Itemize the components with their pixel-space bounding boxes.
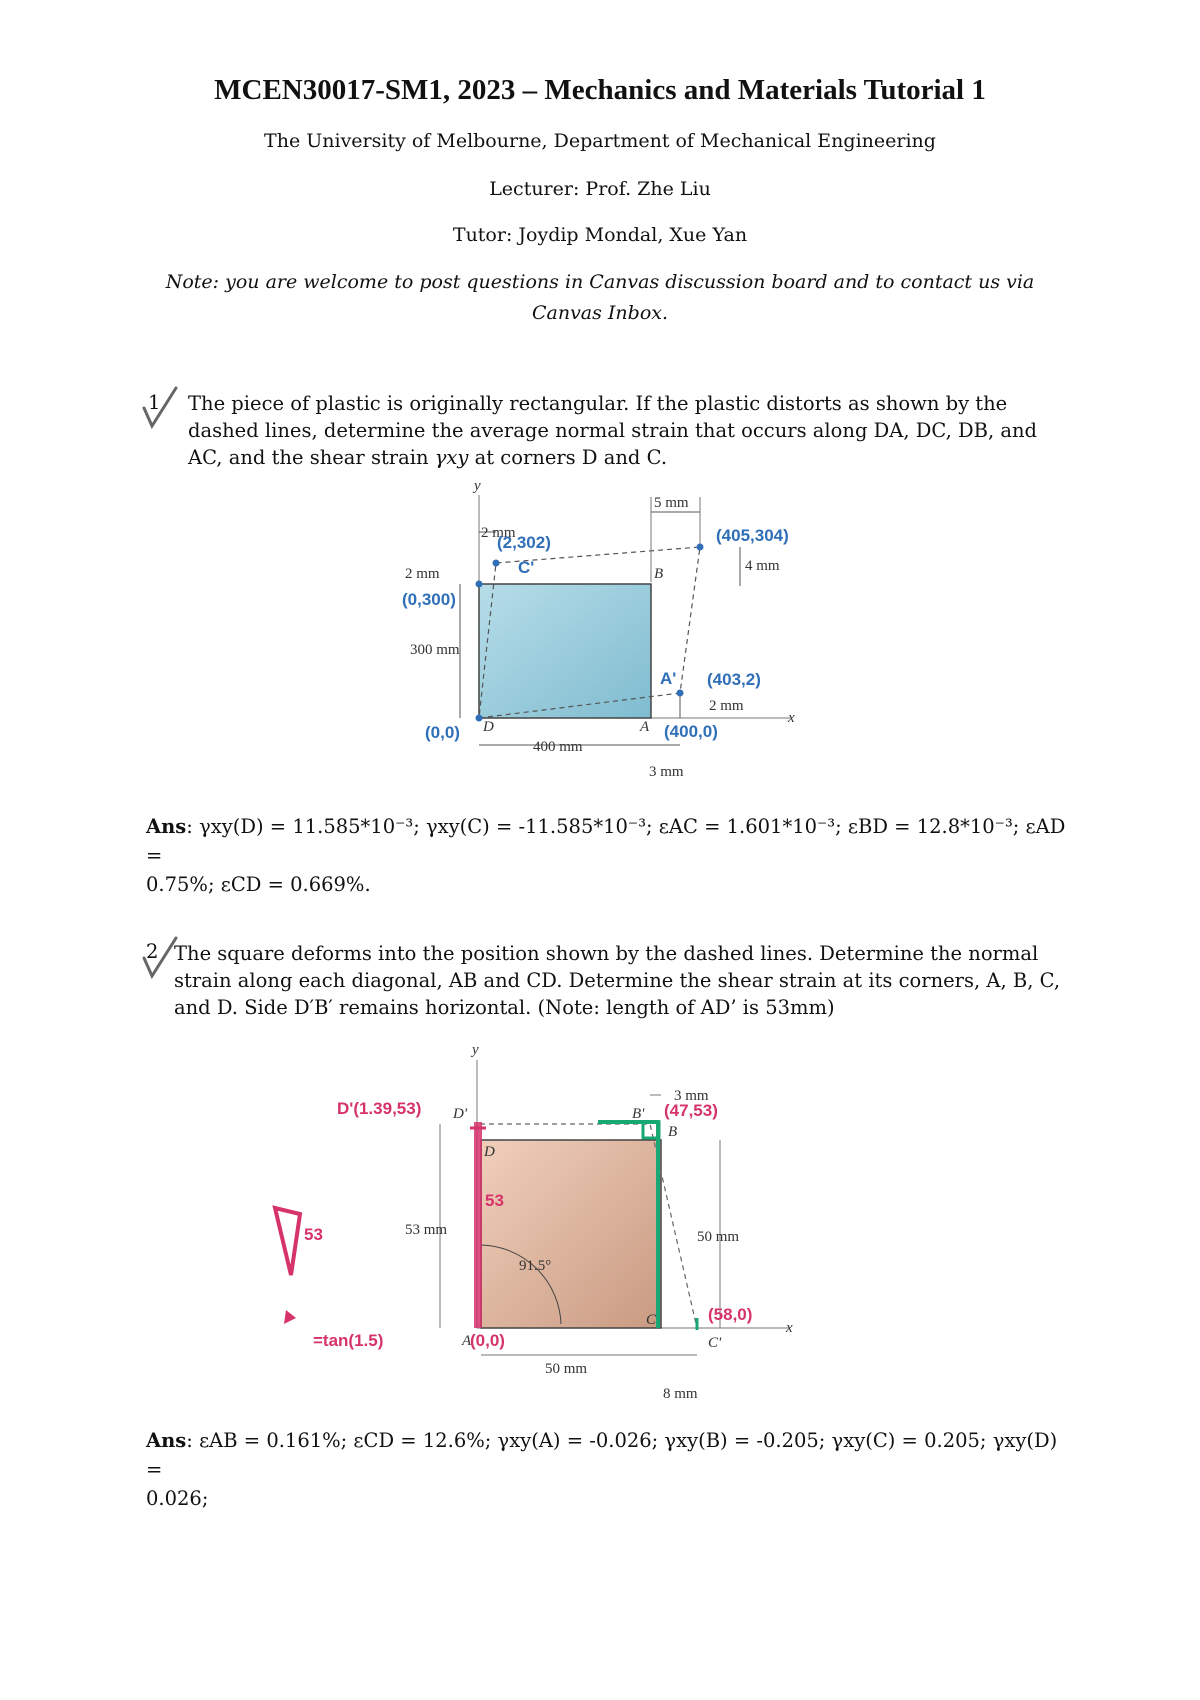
q2-hw-side-53: 53 [304, 1225, 323, 1244]
q1-hw-b-coord: (405,304) [716, 526, 789, 545]
q1-hw-c-coord: (2,302) [497, 533, 551, 552]
q2-angle: 91.5° [519, 1258, 552, 1274]
q2-label-a: A [462, 1333, 472, 1349]
tutor-line: Tutor: Joydip Mondal, Xue Yan [452, 224, 748, 246]
q2-label-c: C [646, 1312, 657, 1328]
q2-label-b: B [668, 1124, 678, 1140]
q2-hw-tan: =tan(1.5) [313, 1331, 384, 1350]
q1-text-line-2: dashed lines, determine the average normal strain that occurs along DA, DC, DB, and [188, 419, 1038, 442]
q1-text-line-3-post: at corners D and C. [468, 446, 668, 469]
q2-answer-line-2: 0.026; [146, 1487, 209, 1510]
q1-dim-5mm: 5 mm [654, 495, 689, 511]
note-line-1: Note: you are welcome to post questions in Canvas discussion board and to contact us via [165, 271, 1035, 293]
q2-hw-53: 53 [485, 1191, 504, 1210]
q2-label-d-prime: D' [453, 1106, 468, 1122]
q2-number: 2 [146, 940, 159, 963]
university-line: The University of Melbourne, Department of Mechanical Engineering [264, 130, 936, 152]
q2-hw-b-prime: (47,53) [664, 1101, 718, 1120]
q1-label-a: A [640, 719, 650, 735]
q1-dim-2mm-top: 2 mm [481, 525, 516, 541]
q2-text-line-2: strain along each diagonal, AB and CD. Determine the shear strain at its corners, A, B, C, [174, 969, 1061, 992]
q1-dim-4mm: 4 mm [745, 558, 780, 574]
square-plate [481, 1140, 661, 1328]
q2-text-line-1: The square deforms into the position shown by the dashed lines. Determine the normal [174, 942, 1039, 965]
q2-y-axis-label: y [472, 1042, 479, 1058]
q2-answer-line-1: : εAB = 0.161%; εCD = 12.6%; γxy(A) = -0.026; γxy(B) = -0.205; γxy(C) = 0.205; γxy(D) = [146, 1429, 1058, 1481]
q2-hw-c-prime: (58,0) [708, 1305, 753, 1324]
q1-hw-d-coord: (0,0) [425, 723, 460, 742]
lecturer-line: Lecturer: Prof. Zhe Liu [489, 178, 711, 200]
q1-answer-line-1: : γxy(D) = 11.585*10⁻³; γxy(C) = -11.585*10⁻³; εAC = 1.601*10⁻³; εBD = 12.8*10⁻³; εAD = [146, 815, 1066, 867]
q2-answer-label: Ans [146, 1429, 187, 1452]
q2-answer [146, 1426, 1066, 1513]
q1-label-b: B [654, 566, 664, 582]
q1-hw-a-coord: (400,0) [664, 722, 718, 741]
q1-text-line-3-pre: AC, and the shear strain [188, 446, 435, 469]
q2-hw-d-prime: D'(1.39,53) [337, 1099, 422, 1118]
q1-hw-c-prime: C' [518, 558, 535, 577]
q1-answer-line-2: 0.75%; εCD = 0.669%. [146, 873, 371, 896]
q2-dim-3mm: 3 mm [674, 1088, 709, 1104]
gamma-xy-symbol: γxy [434, 446, 469, 469]
q1-y-axis-label: y [474, 478, 481, 494]
q1-x-axis-label: x [788, 710, 795, 726]
q1-answer-label: Ans [146, 815, 187, 838]
q1-hw-a-prime-coord: (403,2) [707, 670, 761, 689]
q1-hw-a-prime: A' [660, 669, 677, 688]
q1-number: 1 [148, 391, 161, 414]
q2-label-b-prime: B' [632, 1106, 645, 1122]
q2-dim-50mm-right: 50 mm [697, 1229, 740, 1245]
q2-label-d: D [484, 1144, 495, 1160]
q2-hw-a: (0,0) [470, 1331, 505, 1350]
q1-dim-3mm: 3 mm [649, 764, 684, 780]
q1-label-d: D [483, 719, 494, 735]
q1-dim-2mm-right: 2 mm [709, 698, 744, 714]
q1-dim-2mm-left: 2 mm [405, 566, 440, 582]
page-title: MCEN30017-SM1, 2023 – Mechanics and Materials Tutorial 1 [214, 74, 986, 106]
q1-dim-300mm: 300 mm [410, 642, 460, 658]
q2-dim-53mm: 53 mm [405, 1222, 448, 1238]
q2-text-line-3: and D. Side D′B′ remains horizontal. (Note: length of AD’ is 53mm) [174, 996, 835, 1019]
q1-dim-400mm: 400 mm [533, 739, 583, 755]
q2-label-c-prime: C' [708, 1335, 722, 1351]
q2-dim-50mm-bottom: 50 mm [545, 1361, 588, 1377]
q1-text-line-1: The piece of plastic is originally rectangular. If the plastic distorts as shown by the [188, 392, 1008, 415]
q2-dim-8mm: 8 mm [663, 1386, 698, 1402]
note-line-2: Canvas Inbox. [531, 302, 669, 324]
q1-hw-left-coord: (0,300) [402, 590, 456, 609]
q2-x-axis-label: x [786, 1320, 793, 1336]
